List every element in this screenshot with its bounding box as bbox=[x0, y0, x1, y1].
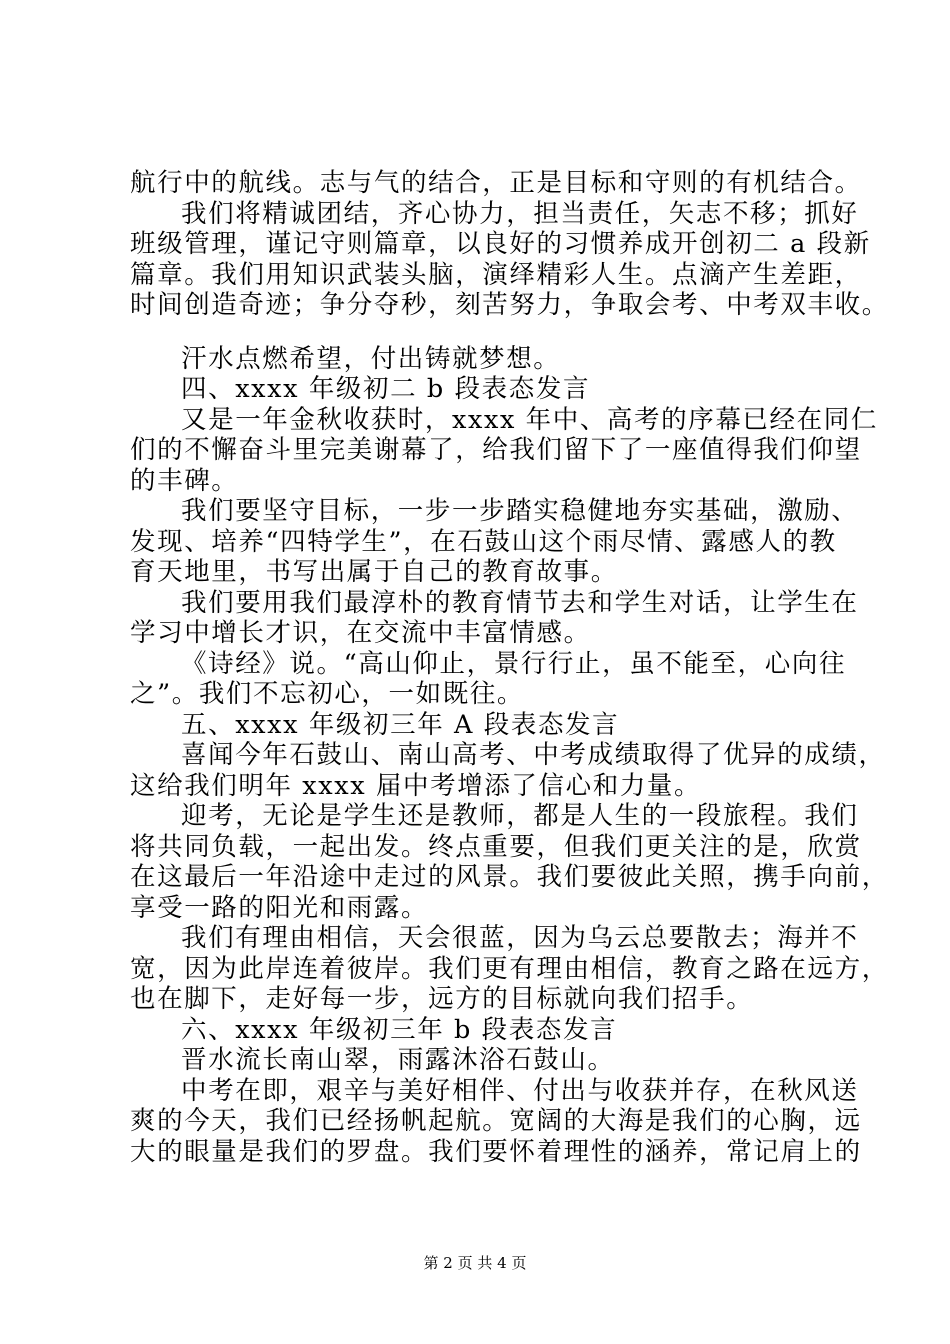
text-line: 航行中的航线。志与气的结合，正是目标和守则的有机结合。 bbox=[130, 168, 862, 198]
text-line: 迎考，无论是学生还是教师，都是人生的一段旅程。我们 bbox=[181, 801, 859, 831]
text-line: 我们将精诚团结，齐心协力，担当责任，矢志不移；抓好 bbox=[181, 198, 859, 229]
page-number: 第 2 页 共 4 页 bbox=[423, 1254, 527, 1272]
text-line: 们的不懈奋斗里完美谢幕了，给我们留下了一座值得我们仰望 bbox=[130, 435, 862, 465]
text-line: 我们要坚守目标，一步一步踏实稳健地夯实基础，激励、 bbox=[181, 496, 859, 526]
text-line: 班级管理，谨记守则篇章，以良好的习惯养成开创初二 a 段新 bbox=[130, 229, 871, 259]
text-line: 之”。我们不忘初心，一如既往。 bbox=[130, 679, 525, 709]
text-line: 爽的今天，我们已经扬帆起航。宽阔的大海是我们的心胸，远 bbox=[130, 1106, 862, 1136]
text-line: 我们要用我们最淳朴的教育情节去和学生对话，让学生在 bbox=[181, 587, 859, 618]
text-line: 将共同负载，一起出发。终点重要，但我们更关注的是，欣赏 bbox=[130, 831, 862, 862]
text-line: 宽，因为此岸连着彼岸。我们更有理由相信，教育之路在远方， bbox=[130, 953, 889, 984]
document-body bbox=[130, 168, 889, 1167]
text-line: 六、xxxx 年级初三年 b 段表态发言 bbox=[181, 1014, 618, 1045]
text-line: 篇章。我们用知识武装头脑，演绎精彩人生。点滴产生差距， bbox=[130, 259, 862, 290]
text-line: 又是一年金秋收获时，xxxx 年中、高考的序幕已经在同仁 bbox=[181, 404, 878, 435]
text-line: 在这最后一年沿途中走过的风景。我们要彼此关照，携手向前， bbox=[130, 862, 889, 892]
text-line: 育天地里，书写出属于自己的教育故事。 bbox=[130, 557, 618, 587]
text-line: 晋水流长南山翠，雨露沐浴石鼓山。 bbox=[181, 1045, 615, 1075]
text-line: 中考在即，艰辛与美好相伴、付出与收获并存，在秋风送 bbox=[181, 1075, 859, 1106]
text-line: 学习中增长才识，在交流中丰富情感。 bbox=[130, 618, 591, 648]
text-line: 四、xxxx 年级初二 b 段表态发言 bbox=[181, 374, 591, 404]
text-line: 五、xxxx 年级初三年 A 段表态发言 bbox=[181, 709, 620, 740]
text-line: 也在脚下，走好每一步，远方的目标就向我们招手。 bbox=[130, 984, 754, 1014]
text-line: 喜闻今年石鼓山、南山高考、中考成绩取得了优异的成绩， bbox=[181, 740, 886, 770]
text-line: 时间创造奇迹；争分夺秒，刻苦努力，争取会考、中考双丰收。 bbox=[130, 290, 889, 320]
text-line: 大的眼量是我们的罗盘。我们要怀着理性的涵养，常记肩上的 bbox=[130, 1136, 862, 1167]
page-footer bbox=[0, 1252, 950, 1273]
text-line: 我们有理由相信，天会很蓝，因为乌云总要散去；海并不 bbox=[181, 923, 859, 953]
text-line: 发现、培养“四特学生”，在石鼓山这个雨尽情、露感人的教 bbox=[130, 526, 837, 557]
text-line: 《诗经》说。“高山仰止，景行行止，虽不能至，心向往 bbox=[181, 648, 847, 679]
text-line: 这给我们明年 xxxx 届中考增添了信心和力量。 bbox=[130, 770, 702, 801]
text-line: 汗水点燃希望，付出铸就梦想。 bbox=[181, 343, 561, 374]
text-line: 享受一路的阳光和雨露。 bbox=[130, 892, 429, 923]
text-line: 的丰碑。 bbox=[130, 465, 239, 496]
